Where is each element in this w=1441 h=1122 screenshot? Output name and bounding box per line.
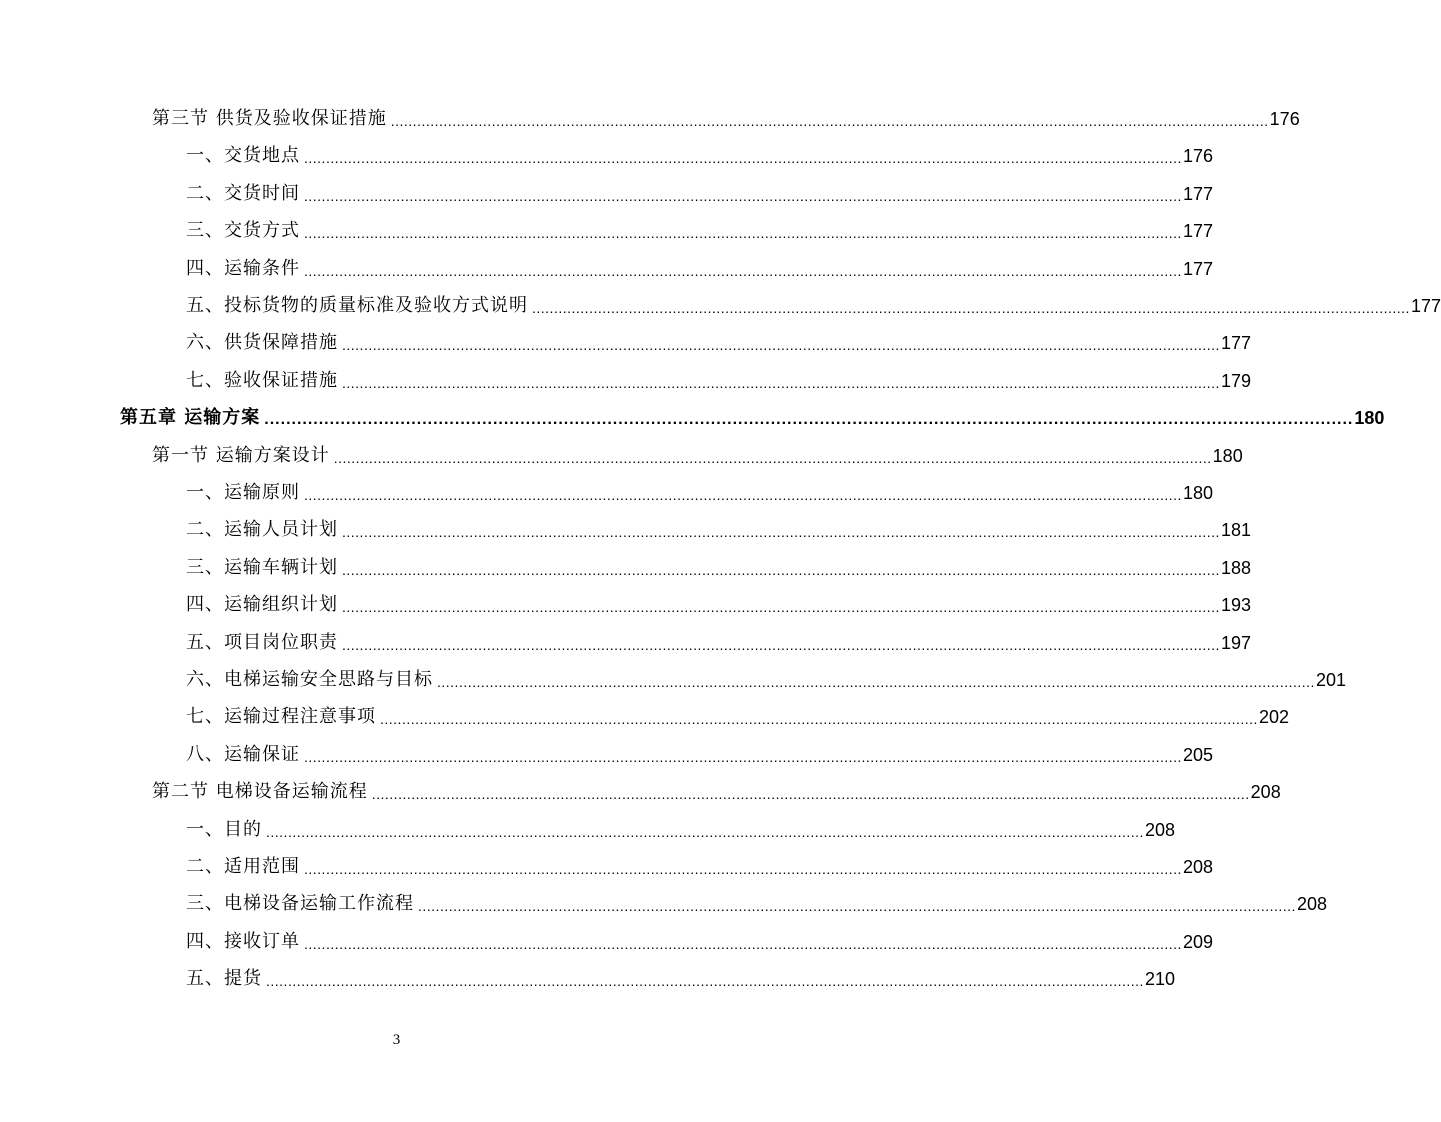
toc-page-number: 177	[1182, 258, 1213, 279]
toc-entry-title: 二、适用范围	[186, 856, 300, 877]
toc-subsection-entry[interactable]	[186, 817, 1175, 843]
toc-entry-title: 第二节 电梯设备运输流程	[152, 781, 368, 803]
toc-dot-leader: ........................................................................................................................................................................................................	[304, 935, 1182, 952]
toc-subsection-entry[interactable]	[186, 143, 1213, 169]
toc-entry-title: 第五章 运输方案	[120, 407, 261, 429]
toc-page-number: 180	[1354, 408, 1385, 429]
toc-page-number: 201	[1315, 670, 1346, 690]
toc-subsection-entry[interactable]	[186, 480, 1213, 506]
toc-subsection-entry[interactable]	[186, 592, 1251, 618]
toc-page-number: 188	[1220, 557, 1251, 578]
toc-entry-title: 七、验收保证措施	[186, 369, 338, 391]
toc-dot-leader: ........................................................................................................................................................................................................	[418, 898, 1296, 915]
toc-section-entry[interactable]	[152, 106, 1300, 132]
toc-dot-leader: ........................................................................................................................................................................................................	[304, 225, 1182, 242]
toc-entry-title: 一、目的	[186, 818, 262, 840]
toc-entry-title: 五、项目岗位职责	[186, 631, 338, 653]
toc-subsection-entry[interactable]	[186, 181, 1213, 207]
toc-page-number: 210	[1144, 969, 1175, 990]
toc-subsection-entry[interactable]	[186, 218, 1213, 244]
toc-subsection-entry[interactable]	[186, 517, 1251, 543]
toc-subsection-entry[interactable]	[186, 891, 1327, 917]
toc-dot-leader: ........................................................................................................................................................................................................	[304, 150, 1182, 167]
toc-dot-leader: ........................................................................................................................................................................................................	[437, 674, 1315, 690]
toc-subsection-entry[interactable]	[186, 742, 1213, 768]
page-number: 3	[392, 1032, 401, 1048]
toc-page-number: 208	[1296, 894, 1327, 915]
toc-subsection-entry[interactable]	[186, 929, 1213, 955]
toc-section-entry[interactable]	[152, 779, 1281, 805]
toc-entry-title: 三、运输车辆计划	[186, 556, 338, 578]
toc-page-number: 180	[1212, 445, 1243, 466]
toc-subsection-entry[interactable]	[186, 555, 1251, 581]
toc-page-number: 193	[1220, 595, 1251, 616]
toc-entry-title: 八、运输保证	[186, 743, 300, 765]
toc-entry-title: 六、电梯运输安全思路与目标	[186, 669, 433, 690]
toc-page-number: 205	[1182, 744, 1213, 765]
toc-page-number: 202	[1258, 707, 1289, 728]
toc-subsection-entry[interactable]	[186, 256, 1213, 282]
toc-entry-title: 四、运输组织计划	[186, 594, 338, 616]
toc-chapter-entry[interactable]	[120, 405, 1385, 431]
toc-entry-title: 五、提货	[186, 968, 262, 990]
toc-page-number: 177	[1182, 183, 1213, 204]
toc-entry-title: 第一节 运输方案设计	[152, 444, 330, 466]
toc-dot-leader: ........................................................................................................................................................................................................	[304, 748, 1182, 765]
toc-dot-leader: ........................................................................................................................................................................................................	[342, 599, 1220, 616]
toc-page-number: 176	[1182, 146, 1213, 167]
toc-entry-title: 一、交货地点	[186, 145, 300, 167]
toc-page-number: 208	[1250, 782, 1281, 803]
toc-page-number: 209	[1182, 931, 1213, 952]
toc-page-number: 208	[1182, 857, 1213, 877]
toc-dot-leader: ........................................................................................................................................................................................................	[304, 861, 1182, 877]
toc-dot-leader: ........................................................................................................................................................................................................	[390, 113, 1269, 129]
toc-dot-leader: ........................................................................................................................................................................................................	[371, 786, 1250, 803]
toc-entry-title: 三、交货方式	[186, 220, 300, 242]
toc-entry-title: 七、运输过程注意事项	[186, 706, 376, 728]
toc-dot-leader: ........................................................................................................................................................................................................	[264, 411, 1354, 429]
toc-page-number: 208	[1144, 819, 1175, 840]
toc-dot-leader: ........................................................................................................................................................................................................	[304, 187, 1182, 204]
toc-dot-leader: ........................................................................................................................................................................................................	[342, 561, 1220, 578]
toc-dot-leader: ........................................................................................................................................................................................................	[304, 487, 1182, 503]
toc-subsection-entry[interactable]	[186, 667, 1346, 693]
toc-section-entry[interactable]	[152, 443, 1243, 469]
toc-page-number: 176	[1269, 109, 1300, 129]
toc-page-number: 179	[1220, 370, 1251, 391]
toc-dot-leader: ........................................................................................................................................................................................................	[380, 711, 1258, 728]
toc-entry-title: 六、供货保障措施	[186, 332, 338, 354]
toc-dot-leader: ........................................................................................................................................................................................................	[342, 524, 1220, 541]
toc-dot-leader: ........................................................................................................................................................................................................	[342, 374, 1220, 391]
toc-subsection-entry[interactable]	[186, 966, 1175, 992]
toc-entry-title: 一、运输原则	[186, 482, 300, 503]
toc-page-number: 177	[1410, 296, 1441, 316]
toc-entry-title: 第三节 供货及验收保证措施	[152, 108, 387, 129]
toc-subsection-entry[interactable]	[186, 293, 1441, 319]
toc-dot-leader: ........................................................................................................................................................................................................	[342, 636, 1220, 653]
toc-page-number: 177	[1182, 221, 1213, 242]
toc-entry-title: 二、交货时间	[186, 182, 300, 204]
toc-subsection-entry[interactable]	[186, 854, 1213, 880]
toc-subsection-entry[interactable]	[186, 330, 1251, 356]
toc-subsection-entry[interactable]	[186, 368, 1251, 394]
toc-page-number: 197	[1220, 632, 1251, 653]
toc-page-number: 177	[1220, 333, 1251, 354]
toc-dot-leader: ........................................................................................................................................................................................................	[333, 449, 1212, 466]
toc-entry-title: 四、接收订单	[186, 930, 300, 952]
toc-dot-leader: ........................................................................................................................................................................................................	[266, 823, 1144, 840]
toc-dot-leader: ........................................................................................................................................................................................................	[304, 262, 1182, 279]
toc-dot-leader: ........................................................................................................................................................................................................	[342, 337, 1220, 354]
toc-entry-title: 四、运输条件	[186, 257, 300, 279]
toc-subsection-entry[interactable]	[186, 630, 1251, 656]
toc-page-number: 180	[1182, 483, 1213, 503]
toc-dot-leader: ........................................................................................................................................................................................................	[266, 973, 1144, 990]
toc-page-number: 181	[1220, 520, 1251, 541]
toc-dot-leader: ........................................................................................................................................................................................................	[532, 300, 1410, 316]
toc-entry-title: 五、投标货物的质量标准及验收方式说明	[186, 295, 528, 316]
toc-entry-title: 二、运输人员计划	[186, 519, 338, 541]
toc-entry-title: 三、电梯设备运输工作流程	[186, 893, 414, 915]
toc-subsection-entry[interactable]	[186, 704, 1289, 730]
